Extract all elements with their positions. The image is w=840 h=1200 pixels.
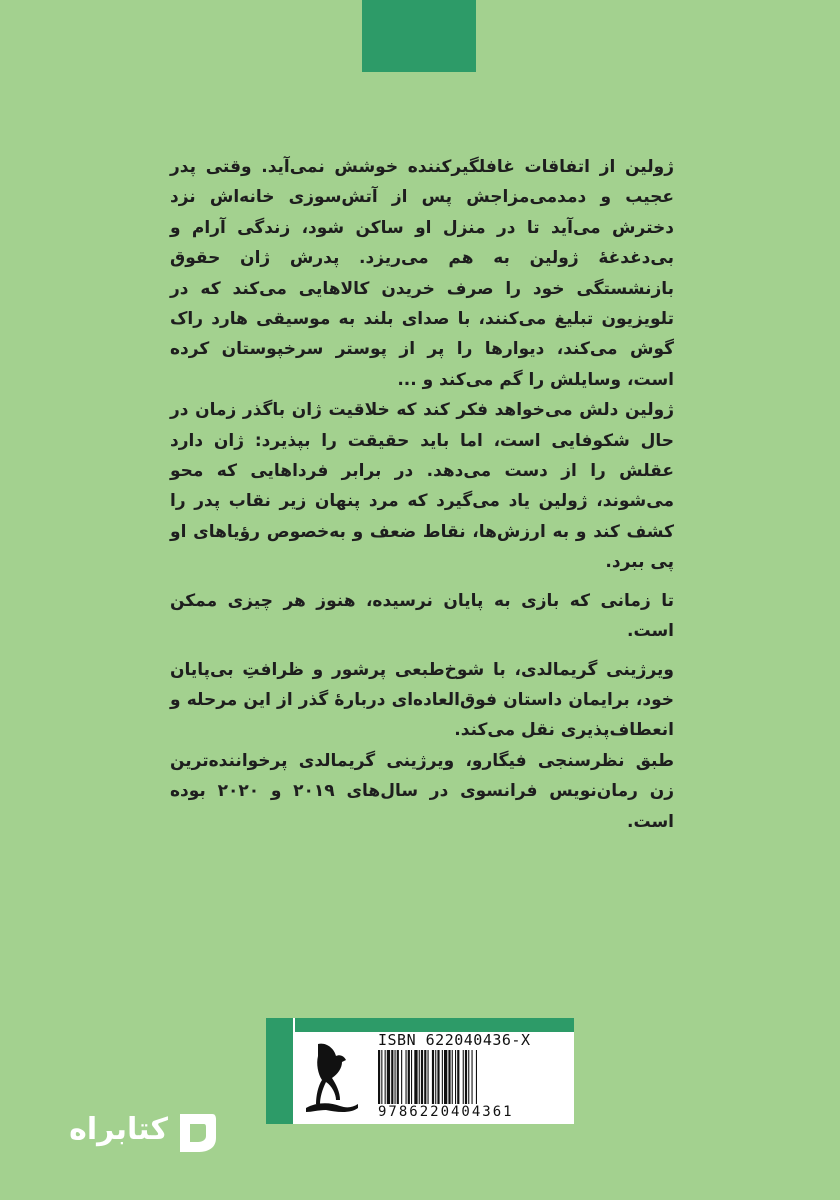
barcode-stripe-side [266,1032,293,1124]
barcode-bar [432,1050,434,1104]
blurb-paragraph-4: ویرژینی گریمالدی، با شوخ‌طبعی پرشور و ظرافتِ بی‌پایان خود، برایمان داستان فوق‌العاده‌ای دربارهٔ گذر از این مرحله و انعطاف‌پذیری نقل می‌کند. [170,659,674,741]
back-cover-blurb [170,152,674,837]
barcode-bar [428,1050,429,1104]
brand-name: کتابراه [69,1112,168,1147]
barcode-bar [385,1050,386,1104]
barcode-bar [463,1050,464,1104]
barcode-bar [397,1050,399,1104]
isbn-label: ISBN 622040436-X [378,1031,531,1049]
blurb-paragraph-1: ژولین از اتفاقات غافلگیرکننده خوشش نمی‌آید. وقتی پدر عجیب و دمدمی‌مزاجش پس از آتش‌سوزی خانه‌اش نزد دخترش می‌آید تا در منزل او ساکن شود، زندگی آرام و بی‌دغدغهٔ ژولین به هم می‌ریزد. پدرش ژان حقوق بازنشستگی خود را صرف خریدن کالاهایی می‌کند که در تلویزیون تبلیغ می‌کنند، با صدای بلند به موسیقی هارد راک گوش می‌کند، دیوارها را پر از پوستر سرخپوستان کرده است، وسایلش را گم می‌کند و ... [170,157,674,390]
barcode-bar [465,1050,467,1104]
barcode-bar [442,1050,443,1104]
blurb-paragraph-2: ژولین دلش می‌خواهد فکر کند که خلاقیت ژان باگذر زمان در حال شکوفایی است، اما باید حقیقت را بپذیرد: ژان دارد عقلش را از دست می‌دهد. در برابر فرداهایی که محو می‌شوند، ژولین یاد می‌گیرد که مرد پنهان زیر نقاب پدر را کشف کند و به ارزش‌ها، نقاط ضعف و به‌خصوص رؤیاهای او پی ببرد. [170,400,674,573]
blurb-paragraph-3: تا زمانی که بازی به پایان نرسیده، هنوز هر چیزی ممکن است. [170,590,674,642]
barcode-number: 9786220404361 [378,1104,514,1120]
barcode-stripe-right [295,1018,574,1032]
barcode-bar [476,1050,477,1104]
barcode-bar [468,1050,469,1104]
barcode-bar [414,1050,417,1104]
barcode-bar [435,1050,436,1104]
ketabrah-brand [40,1108,220,1158]
barcode-panel [266,1018,574,1124]
barcode-bars [378,1050,562,1104]
barcode-bar [448,1050,450,1104]
barcode-bar [411,1050,412,1104]
barcode-bar [444,1050,447,1104]
barcode-stripe-left [266,1018,293,1032]
horse-logo-icon [296,1038,364,1118]
barcode-bar [452,1050,453,1104]
blurb-paragraph-5: طبق نظرسنجی فیگارو، ویرژینی گریمالدی پرخواننده‌ترین زن رمان‌نویس فرانسوی در سال‌های ۲۰۱۹ و ۲۰۲۰ بوده است. [170,750,674,832]
barcode-bar [437,1050,439,1104]
barcode-bar [424,1050,426,1104]
book-leaf-icon [172,1108,220,1156]
top-color-tab [362,0,476,72]
barcode-bar [387,1050,390,1104]
barcode-bar [455,1050,456,1104]
barcode-bar [406,1050,407,1104]
barcode-bar [472,1050,473,1104]
barcode-bar [408,1050,410,1104]
barcode-bar [401,1050,402,1104]
barcode-bar [419,1050,420,1104]
barcode-bar [457,1050,459,1104]
barcode-bar [395,1050,396,1104]
barcode-bar [421,1050,423,1104]
barcode-bar [378,1050,380,1104]
barcode-bar [381,1050,382,1104]
barcode-bar [391,1050,393,1104]
